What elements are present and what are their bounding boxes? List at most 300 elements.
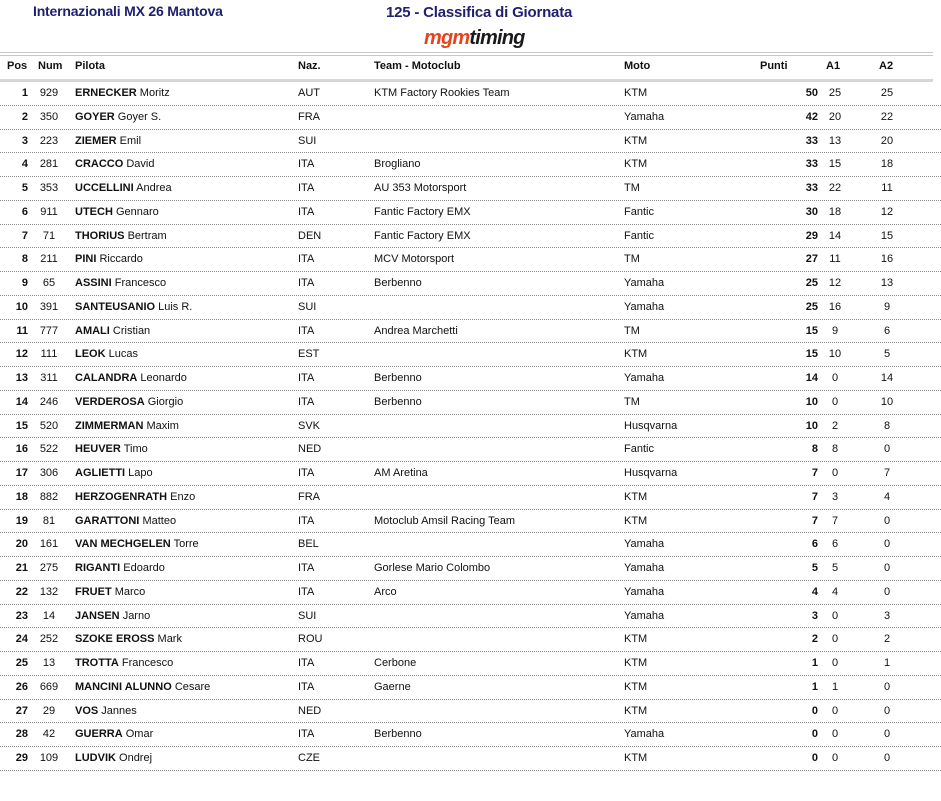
race-1-points: 0 (831, 704, 839, 717)
rider-firstname: Andrea (136, 182, 172, 194)
race-2-points: 1 (883, 657, 891, 669)
rider-surname: VAN MECHGELEN (75, 538, 171, 551)
motorcycle-brand: KTM (624, 514, 648, 527)
total-points: 0 (811, 752, 818, 764)
race-1-points: 0 (831, 657, 839, 669)
position: 22 (15, 585, 28, 598)
race-1-points: 7 (831, 514, 839, 527)
table-row (0, 320, 941, 344)
table-row (0, 605, 941, 629)
rider-surname: AGLIETTI (75, 467, 126, 479)
rider-name (75, 582, 145, 602)
motorcycle-brand: Yamaha (624, 538, 665, 551)
total-points: 5 (811, 562, 818, 574)
nationality: NED (298, 704, 322, 717)
rider-name (75, 154, 154, 174)
motorcycle-brand: Husqvarna (624, 467, 678, 479)
column-header-a2: A2 (879, 60, 894, 72)
rider-name (75, 297, 192, 317)
race-number: 14 (42, 609, 56, 622)
rider-firstname: Gennaro (115, 205, 159, 218)
race-2-points: 4 (883, 490, 891, 503)
column-header-punti: Punti (760, 60, 788, 72)
total-points: 27 (805, 253, 818, 266)
column-header-num: Num (38, 60, 63, 72)
column-header-naz: Naz. (298, 60, 321, 72)
total-points: 7 (811, 514, 818, 527)
total-points: 7 (811, 490, 818, 503)
table-row (0, 225, 941, 249)
rider-firstname: Francesco (121, 657, 174, 669)
table-row (0, 462, 941, 486)
table-row (0, 747, 941, 771)
table-row (0, 82, 941, 106)
race-1-points: 22 (828, 182, 842, 194)
table-row (0, 415, 941, 439)
total-points: 8 (811, 443, 818, 456)
motorcycle-brand: KTM (624, 704, 648, 717)
race-1-points: 5 (831, 562, 839, 574)
position: 19 (15, 514, 28, 527)
total-points: 0 (811, 728, 818, 741)
position: 20 (15, 538, 28, 551)
rider-firstname: Enzo (170, 490, 196, 503)
total-points: 10 (805, 419, 818, 432)
race-number: 161 (39, 538, 59, 551)
motorcycle-brand: KTM (624, 158, 648, 171)
rider-firstname: Goyer S. (117, 110, 162, 123)
column-header-pos: Pos (7, 60, 28, 72)
table-row (0, 248, 941, 272)
total-points: 15 (805, 348, 818, 361)
position: 25 (15, 657, 28, 669)
rider-surname: ZIEMER (75, 134, 117, 147)
logo-part-mgm: mgm (424, 27, 470, 49)
position: 26 (15, 680, 28, 693)
column-header-a1: A1 (826, 60, 841, 72)
motorcycle-brand: TM (624, 395, 640, 408)
race-1-points: 11 (829, 253, 841, 266)
rider-firstname: Edoardo (123, 562, 165, 574)
race-number: 350 (39, 110, 59, 123)
table-row (0, 391, 941, 415)
table-row (0, 486, 941, 510)
team-motoclub: MCV Motorsport (374, 253, 455, 266)
rider-surname: PINI (75, 253, 97, 266)
race-2-points: 25 (880, 87, 894, 99)
rider-firstname: Lapo (128, 467, 153, 479)
race-2-points: 0 (883, 585, 891, 598)
team-motoclub: Andrea Marchetti (374, 324, 458, 337)
rider-firstname: Emil (119, 134, 142, 147)
rider-name (75, 321, 150, 341)
position: 2 (21, 110, 28, 123)
total-points: 29 (805, 229, 818, 242)
nationality: ITA (298, 657, 315, 669)
rider-name (75, 202, 159, 222)
race-number: 882 (39, 490, 59, 503)
race-number: 911 (40, 205, 58, 218)
table-row (0, 177, 941, 201)
column-header-moto: Moto (624, 60, 651, 72)
race-2-points: 0 (883, 704, 891, 717)
position: 23 (15, 609, 28, 622)
race-1-points: 18 (828, 205, 842, 218)
rider-surname: VERDEROSA (75, 395, 145, 408)
team-motoclub: AM Aretina (374, 467, 428, 479)
race-number: 353 (39, 182, 59, 194)
race-2-points: 14 (880, 372, 894, 384)
motorcycle-brand: Yamaha (624, 728, 665, 741)
race-number: 669 (39, 680, 59, 693)
race-1-points: 9 (831, 324, 839, 337)
motorcycle-brand: KTM (624, 134, 648, 147)
race-2-points: 0 (883, 514, 891, 527)
race-1-points: 10 (828, 348, 842, 361)
rider-name (75, 558, 165, 578)
race-2-points: 20 (880, 134, 894, 147)
motorcycle-brand: Fantic (624, 443, 654, 456)
nationality: DEN (298, 229, 322, 242)
motorcycle-brand: TM (624, 182, 640, 194)
rider-firstname: Moritz (139, 87, 170, 99)
race-2-points: 11 (881, 182, 893, 194)
nationality: SUI (298, 300, 317, 313)
table-row (0, 106, 941, 130)
total-points: 2 (811, 633, 818, 646)
rider-surname: MANCINI ALUNNO (75, 680, 172, 693)
rider-firstname: Luis R. (158, 300, 193, 313)
nationality: ITA (298, 395, 315, 408)
nationality: ITA (298, 467, 315, 479)
total-points: 33 (805, 182, 818, 194)
nationality: ROU (298, 633, 323, 646)
column-header-pilota: Pilota (75, 60, 105, 72)
table-row (0, 557, 941, 581)
motorcycle-brand: TM (624, 324, 640, 337)
race-1-points: 2 (831, 419, 839, 432)
rider-name (75, 368, 187, 388)
rider-surname: ASSINI (75, 277, 112, 289)
table-row (0, 628, 941, 652)
motorcycle-brand: Yamaha (624, 372, 665, 384)
race-1-points: 16 (828, 300, 842, 313)
race-1-points: 0 (831, 752, 839, 764)
race-2-points: 6 (883, 324, 891, 337)
table-row (0, 676, 941, 700)
race-2-points: 16 (880, 253, 894, 266)
position: 7 (21, 229, 28, 242)
rider-firstname: Marco (114, 585, 146, 598)
rider-surname: VOS (75, 704, 99, 717)
rider-firstname: Ondrej (119, 752, 153, 764)
race-1-points: 25 (828, 87, 842, 99)
rider-name (75, 131, 141, 151)
position: 10 (15, 300, 28, 313)
race-2-points: 8 (883, 419, 891, 432)
rider-firstname: Jarno (122, 609, 151, 622)
rider-surname: HERZOGENRATH (75, 490, 168, 503)
race-number: 281 (39, 158, 59, 171)
race-number: 111 (40, 348, 58, 361)
rider-firstname: Jannes (101, 704, 137, 717)
rider-name (75, 463, 153, 483)
motorcycle-brand: KTM (624, 633, 648, 646)
motorcycle-brand: Yamaha (624, 609, 665, 622)
total-points: 25 (805, 300, 818, 313)
position: 27 (15, 704, 28, 717)
team-motoclub: Gaerne (374, 680, 411, 693)
rider-surname: GARATTONI (75, 514, 140, 527)
rider-surname: CRACCO (75, 158, 124, 171)
motorcycle-brand: KTM (624, 680, 648, 693)
header-divider (0, 52, 933, 56)
rider-firstname: Omar (125, 728, 154, 741)
nationality: ITA (298, 205, 315, 218)
nationality: FRA (298, 110, 320, 123)
table-row (0, 652, 941, 676)
motorcycle-brand: Yamaha (624, 300, 665, 313)
motorcycle-brand: KTM (624, 752, 648, 764)
nationality: ITA (298, 277, 315, 289)
race-number: 132 (39, 585, 59, 598)
table-header (0, 60, 941, 78)
rider-name (75, 701, 137, 721)
position: 3 (21, 134, 28, 147)
position: 12 (15, 348, 28, 361)
rider-name (75, 392, 183, 412)
table-row (0, 700, 941, 724)
rider-surname: HEUVER (75, 443, 121, 456)
page-title: 125 - Classifica di Giornata (386, 4, 573, 21)
rider-name (75, 273, 166, 293)
race-number: 29 (42, 704, 56, 717)
team-motoclub: Berbenno (374, 395, 422, 408)
position: 18 (15, 490, 28, 503)
total-points: 1 (811, 680, 818, 693)
team-motoclub: AU 353 Motorsport (374, 182, 467, 194)
table-row (0, 438, 941, 462)
position: 28 (15, 728, 28, 741)
race-number: 520 (39, 419, 59, 432)
nationality: FRA (298, 490, 320, 503)
position: 6 (21, 205, 28, 218)
rider-surname: THORIUS (75, 229, 125, 242)
team-motoclub: Fantic Factory EMX (374, 205, 471, 218)
rider-surname: TROTTA (75, 657, 119, 669)
rider-firstname: Mark (157, 633, 182, 646)
nationality: ITA (298, 182, 315, 194)
race-1-points: 3 (831, 490, 839, 503)
total-points: 7 (811, 467, 818, 479)
team-motoclub: Gorlese Mario Colombo (374, 562, 491, 574)
table-row (0, 343, 941, 367)
race-2-points: 10 (880, 395, 894, 408)
table-row (0, 201, 941, 225)
race-number: 81 (42, 514, 56, 527)
race-2-points: 22 (880, 110, 894, 123)
rider-surname: RIGANTI (75, 562, 121, 574)
rider-name (75, 653, 173, 673)
position: 5 (21, 182, 28, 194)
nationality: ITA (298, 158, 315, 171)
position: 8 (21, 253, 28, 266)
nationality: CZE (298, 752, 320, 764)
race-1-points: 13 (828, 134, 842, 147)
results-table-body (0, 82, 941, 771)
race-2-points: 0 (883, 680, 891, 693)
motorcycle-brand: Yamaha (624, 562, 665, 574)
race-2-points: 2 (883, 633, 891, 646)
race-number: 306 (39, 467, 59, 479)
race-number: 391 (39, 300, 59, 313)
rider-surname: CALANDRA (75, 372, 138, 384)
mgmtiming-logo (424, 27, 525, 49)
motorcycle-brand: Yamaha (624, 277, 665, 289)
rider-firstname: Francesco (114, 277, 167, 289)
motorcycle-brand: TM (624, 253, 640, 266)
race-1-points: 0 (831, 728, 839, 741)
total-points: 10 (805, 395, 818, 408)
rider-surname: LUDVIK (75, 752, 116, 764)
race-2-points: 13 (880, 277, 894, 289)
nationality: ITA (298, 585, 315, 598)
total-points: 50 (805, 87, 818, 99)
race-1-points: 0 (831, 372, 839, 384)
rider-name (75, 83, 170, 103)
nationality: ITA (298, 728, 315, 741)
nationality: ITA (298, 253, 315, 266)
position: 17 (15, 467, 28, 479)
total-points: 6 (811, 538, 818, 551)
race-number: 252 (39, 633, 59, 646)
rider-name (75, 344, 138, 364)
table-row (0, 367, 941, 391)
rider-firstname: Torre (173, 538, 199, 551)
rider-surname: SANTEUSANIO (75, 300, 156, 313)
nationality: ITA (298, 514, 315, 527)
rider-firstname: Matteo (142, 514, 177, 527)
total-points: 1 (811, 657, 818, 669)
rider-name (75, 629, 182, 649)
race-number: 223 (39, 134, 59, 147)
race-2-points: 7 (883, 467, 891, 479)
team-motoclub: Cerbone (374, 657, 417, 669)
position: 1 (21, 87, 28, 99)
motorcycle-brand: Yamaha (624, 585, 665, 598)
rider-firstname: Lucas (108, 348, 138, 361)
position: 29 (15, 752, 28, 764)
team-motoclub: Motoclub Amsil Racing Team (374, 514, 516, 527)
race-1-points: 12 (828, 277, 842, 289)
rider-name (75, 178, 172, 198)
event-title: Internazionali MX 26 Mantova (33, 3, 223, 19)
race-2-points: 5 (883, 348, 891, 361)
table-row (0, 130, 941, 154)
rider-firstname: Cesare (174, 680, 211, 693)
total-points: 0 (811, 704, 818, 717)
rider-surname: GOYER (75, 110, 115, 123)
total-points: 14 (805, 372, 818, 384)
table-row (0, 153, 941, 177)
rider-name (75, 724, 153, 744)
total-points: 25 (805, 277, 818, 289)
rider-name (75, 249, 143, 269)
nationality: ITA (298, 324, 315, 337)
rider-name (75, 487, 195, 507)
position: 13 (15, 372, 28, 384)
race-1-points: 15 (828, 158, 842, 171)
race-number: 71 (42, 229, 56, 242)
race-2-points: 9 (883, 300, 891, 313)
rider-name (75, 416, 179, 436)
position: 15 (15, 419, 28, 432)
total-points: 3 (811, 609, 818, 622)
rider-surname: LEOK (75, 348, 106, 361)
race-1-points: 8 (831, 443, 839, 456)
nationality: NED (298, 443, 322, 456)
nationality: ITA (298, 680, 315, 693)
motorcycle-brand: KTM (624, 657, 648, 669)
rider-surname: ZIMMERMAN (75, 419, 144, 432)
motorcycle-brand: Husqvarna (624, 419, 678, 432)
race-2-points: 0 (883, 562, 891, 574)
total-points: 42 (805, 110, 818, 123)
race-2-points: 0 (883, 752, 891, 764)
race-2-points: 0 (883, 728, 891, 741)
motorcycle-brand: KTM (624, 348, 648, 361)
team-motoclub: Brogliano (374, 158, 421, 171)
race-2-points: 0 (883, 538, 891, 551)
total-points: 33 (805, 134, 818, 147)
motorcycle-brand: Fantic (624, 229, 654, 242)
motorcycle-brand: KTM (624, 490, 648, 503)
nationality: ITA (298, 562, 315, 574)
race-number: 65 (42, 277, 56, 289)
race-1-points: 0 (831, 609, 839, 622)
rider-name (75, 534, 199, 554)
race-number: 109 (39, 752, 59, 764)
team-motoclub: KTM Factory Rookies Team (374, 87, 510, 99)
rider-name (75, 439, 148, 459)
rider-firstname: Giorgio (147, 395, 184, 408)
race-1-points: 0 (831, 395, 839, 408)
race-1-points: 6 (831, 538, 839, 551)
rider-firstname: Maxim (146, 419, 179, 432)
rider-name (75, 677, 210, 697)
rider-surname: AMALI (75, 324, 110, 337)
rider-firstname: David (126, 158, 155, 171)
race-number: 311 (40, 372, 58, 384)
nationality: EST (298, 348, 320, 361)
race-1-points: 20 (828, 110, 842, 123)
team-motoclub: Fantic Factory EMX (374, 229, 471, 242)
total-points: 15 (805, 324, 818, 337)
nationality: AUT (298, 87, 320, 99)
rider-firstname: Timo (123, 443, 148, 456)
rider-firstname: Bertram (127, 229, 167, 242)
race-number: 275 (39, 562, 59, 574)
race-1-points: 0 (831, 633, 839, 646)
position: 9 (21, 277, 28, 289)
total-points: 33 (805, 158, 818, 171)
table-row (0, 533, 941, 557)
race-number: 211 (40, 253, 58, 266)
rider-name (75, 748, 152, 768)
position: 21 (15, 562, 28, 574)
team-motoclub: Berbenno (374, 372, 422, 384)
race-2-points: 3 (883, 609, 891, 622)
